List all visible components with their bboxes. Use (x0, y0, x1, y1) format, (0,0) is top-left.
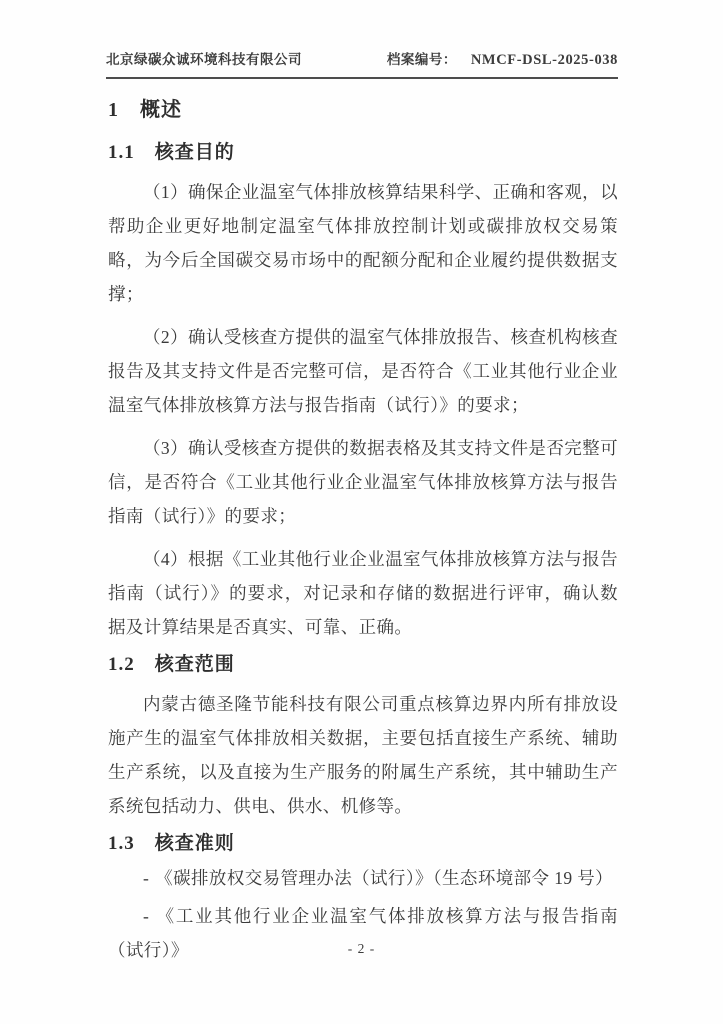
criteria-item-1-text: 《碳排放权交易管理办法（试行）》（生态环境部令 19 号） (155, 868, 614, 888)
document-body (108, 0, 618, 967)
section-1-3-heading: 1.3 核查准则 (108, 833, 235, 854)
section-1-heading: 1 概述 (108, 99, 182, 121)
dash-marker: - (143, 868, 150, 888)
criteria-item-1 (108, 861, 618, 895)
purpose-item-4: （4）根据《工业其他行业企业温室气体排放核算方法与报告指南（试行）》的要求，对记录和存储的数据进行评审，确认数据及计算结果是否真实、可靠、正确。 (108, 549, 618, 637)
purpose-item-2: （2）确认受核查方提供的温室气体排放报告、核查机构核查报告及其支持文件是否完整可信，是否符合《工业其他行业企业温室气体排放核算方法与报告指南（试行）》的要求； (108, 327, 618, 415)
purpose-item-3: （3）确认受核查方提供的数据表格及其支持文件是否完整可信，是否符合《工业其他行业企业温室气体排放核算方法与报告指南（试行）》的要求； (108, 438, 618, 526)
section-1-1-heading: 1.1 核查目的 (108, 142, 235, 163)
purpose-item-1: （1）确保企业温室气体排放核算结果科学、正确和客观，以帮助企业更好地制定温室气体排放控制计划或碳排放权交易策略，为今后全国碳交易市场中的配额分配和企业履约提供数据支撑； (108, 182, 618, 304)
page-footer (0, 941, 723, 957)
dash-marker: - (143, 906, 150, 926)
archive-label: 档案编号： (386, 52, 457, 67)
header-company-name: 北京绿碳众诚环境科技有限公司 (106, 52, 302, 67)
criteria-item-2-text: 《工业其他行业企业温室气体排放核算方法与报告指南（试行）》 (108, 906, 618, 960)
section-1-2-heading: 1.2 核查范围 (108, 654, 235, 675)
scope-paragraph: 内蒙古德圣隆节能科技有限公司重点核算边界内所有排放设施产生的温室气体排放相关数据，主要包括直接生产系统、辅助生产系统，以及直接为生产服务的附属生产系统，其中辅助生产系统包括动力、供电、供水、机修等。 (108, 694, 618, 816)
archive-value: NMCF-DSL-2025-038 (470, 52, 618, 68)
page-number: - 2 - (347, 941, 376, 956)
